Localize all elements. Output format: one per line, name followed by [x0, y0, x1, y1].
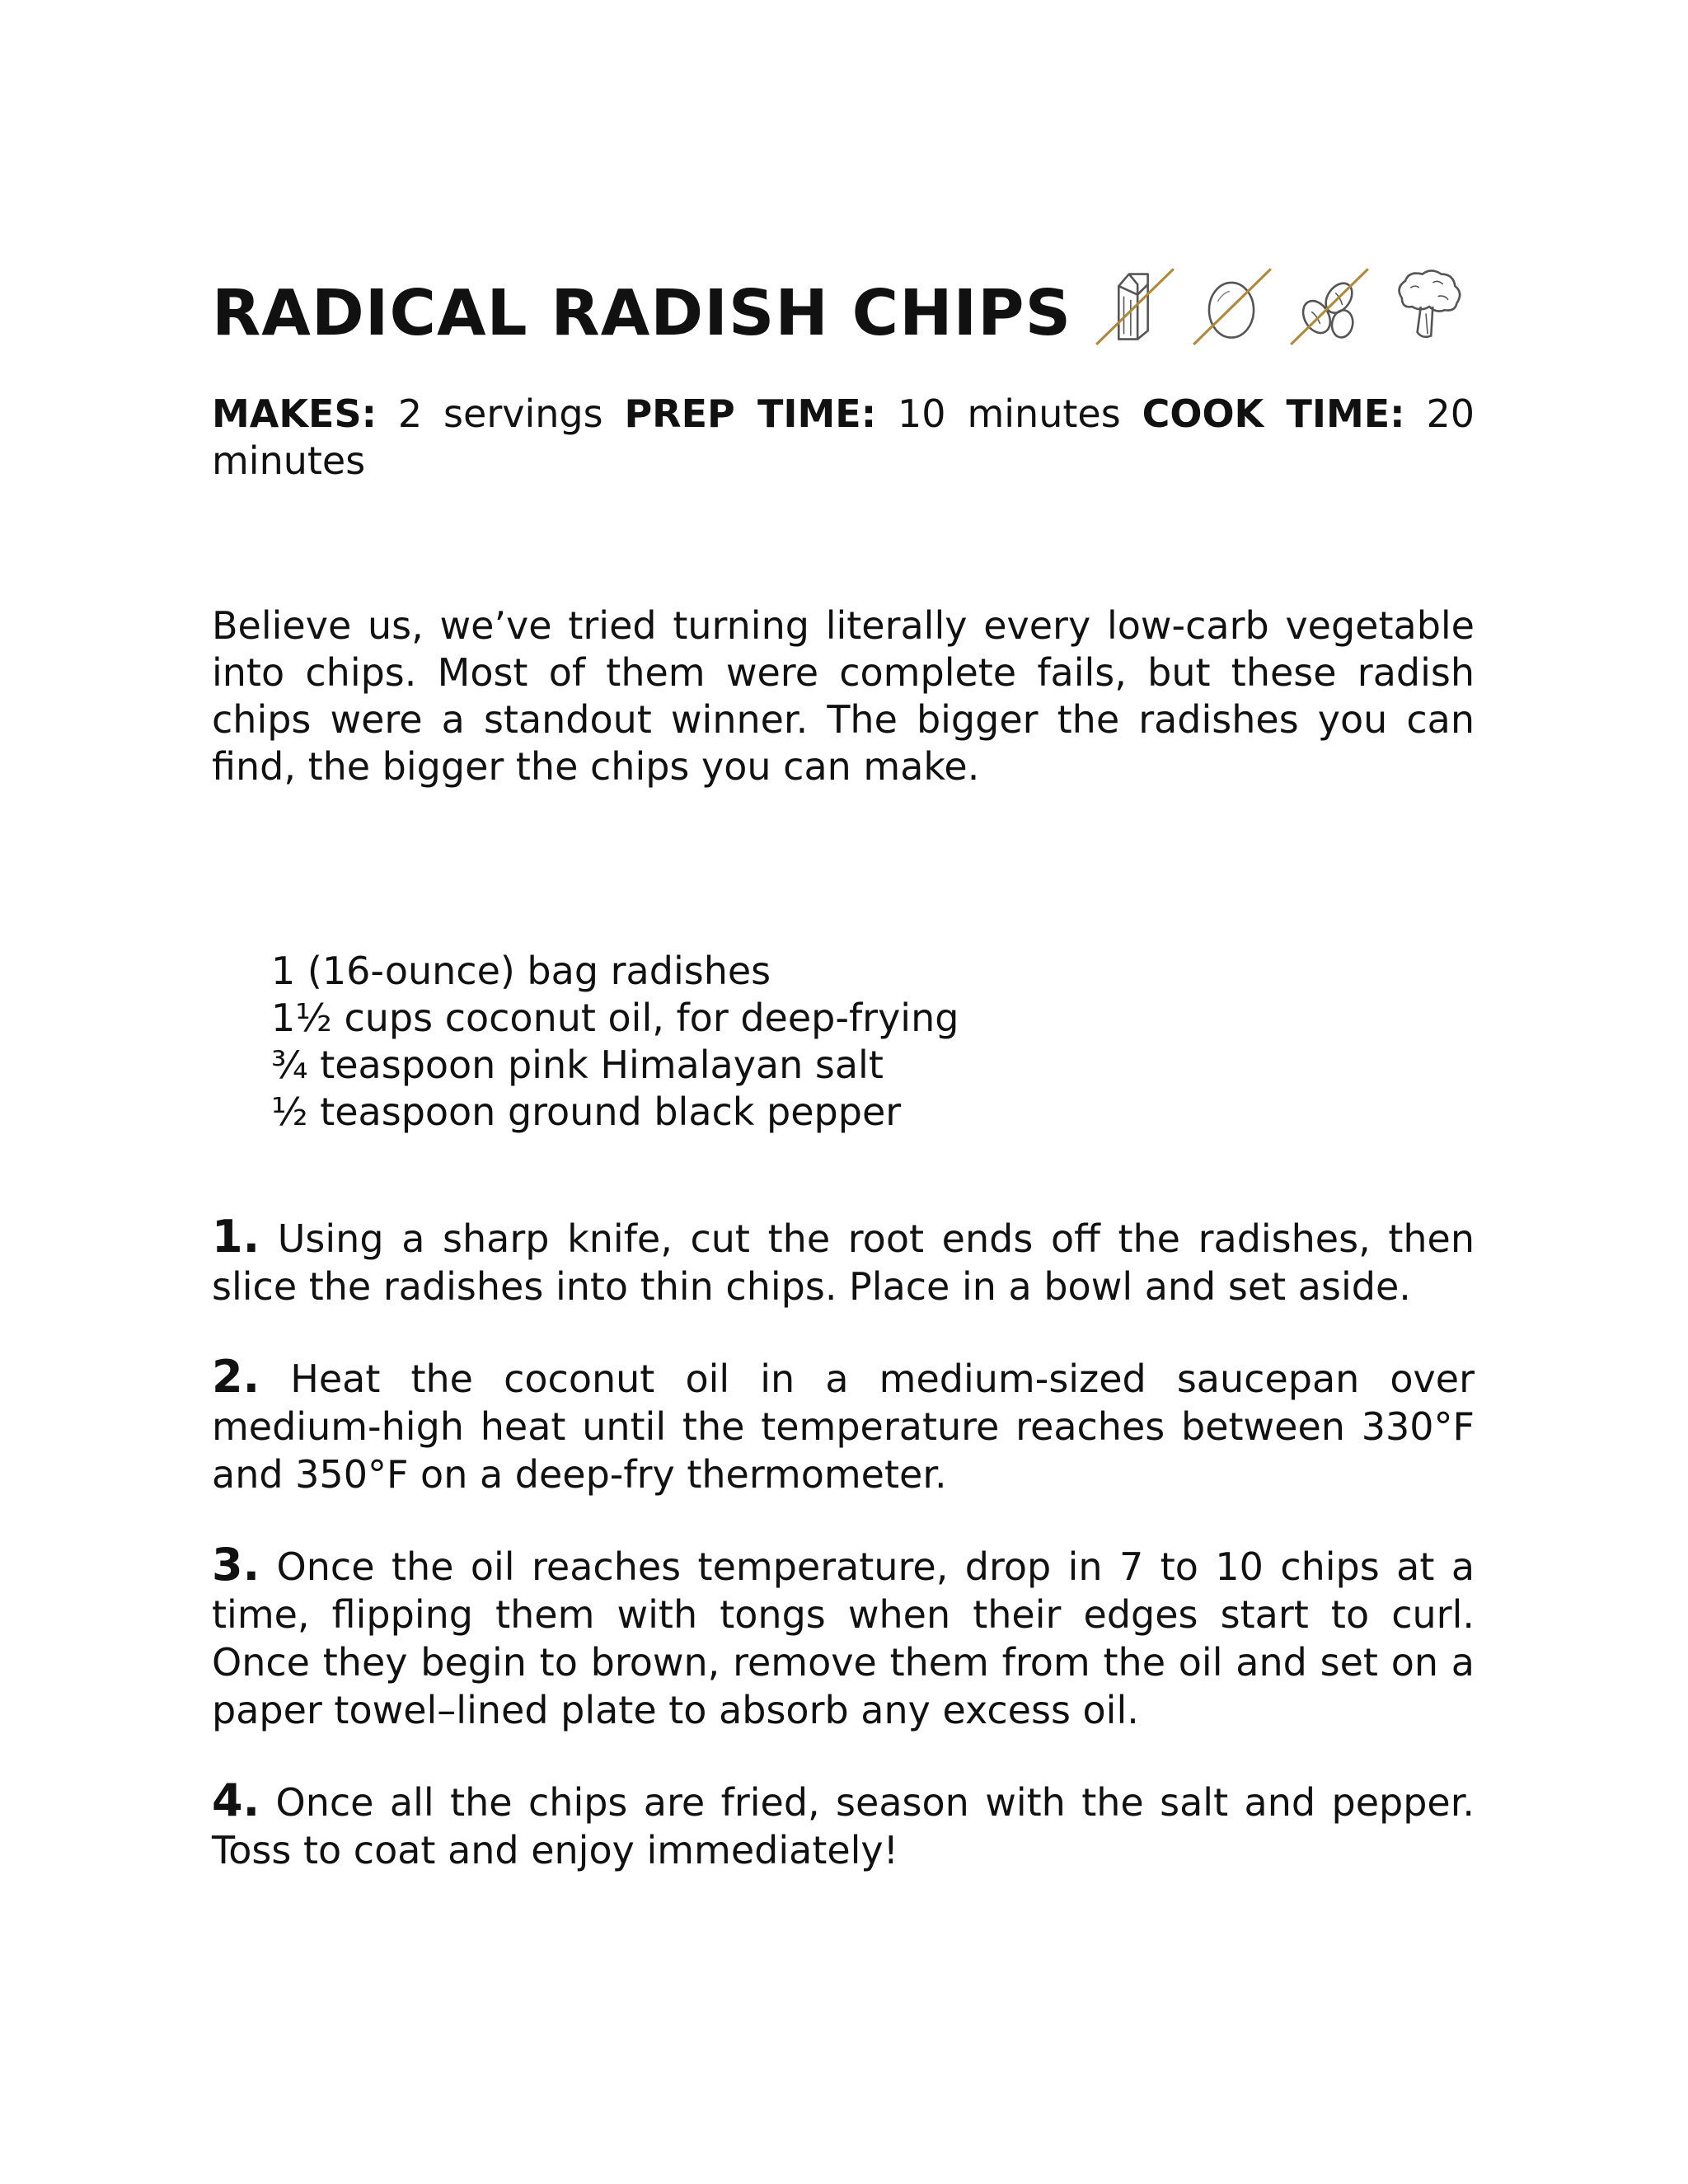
step-text: Once the oil reaches temperature, drop in 7 to 10 chips at a time, flipping them with tongs when their edges start to curl. Once they begin to brown, remove them from the oil and set on a paper towel–lined plate to absorb any excess oil. [212, 1544, 1475, 1732]
makes-label: MAKES: [212, 391, 377, 436]
vegetarian-icon [1383, 262, 1469, 348]
step-item [212, 1774, 1475, 1874]
ingredient-item: ½ teaspoon ground black pepper [271, 1090, 902, 1134]
title-row [212, 247, 1480, 379]
step-text: Once all the chips are fried, season with the salt and pepper. Toss to coat and enjoy immediately! [212, 1780, 1475, 1872]
ingredient-item: 1 (16-ounce) bag radishes [271, 949, 771, 993]
step-item [212, 1353, 1475, 1498]
step-number: 2. [212, 1351, 260, 1403]
egg-free-icon [1189, 262, 1274, 348]
recipe-title: RADICAL RADISH CHIPS [212, 276, 1072, 350]
step-item [212, 1213, 1475, 1310]
step-list [212, 1213, 1475, 1917]
step-text: Using a sharp knife, cut the root ends off the radishes, then slice the radishes into thin chips. Place in a bowl and set aside. [212, 1216, 1475, 1309]
step-number: 1. [212, 1211, 260, 1263]
prep-time-value: 10 minutes [898, 391, 1121, 436]
nut-free-icon [1286, 262, 1372, 348]
ingredient-list [271, 948, 959, 1136]
cook-time-value: 20 minutes [212, 391, 1475, 483]
ingredient-item: ¾ teaspoon pink Himalayan salt [271, 1043, 884, 1087]
ingredient-item: 1½ cups coconut oil, for deep-frying [271, 996, 959, 1040]
recipe-meta [212, 391, 1475, 485]
dairy-free-icon [1091, 262, 1177, 348]
step-number: 3. [212, 1539, 260, 1591]
step-item [212, 1541, 1475, 1734]
prep-time-label: PREP TIME: [624, 391, 877, 436]
cook-time-label: COOK TIME: [1142, 391, 1405, 436]
makes-value: 2 servings [397, 391, 603, 436]
step-number: 4. [212, 1774, 260, 1826]
step-text: Heat the coconut oil in a medium-sized saucepan over medium-high heat until the temperature reaches between 330°F and 350°F on a deep-fry thermometer. [212, 1357, 1475, 1497]
recipe-intro: Believe us, we’ve tried turning literally every low-carb vegetable into chips. Most of them were complete fails, but these radish chips were a standout winner. The bigger the radishes you can find, the bigger the chips you can make. [212, 603, 1475, 789]
diet-icons [1091, 262, 1480, 348]
